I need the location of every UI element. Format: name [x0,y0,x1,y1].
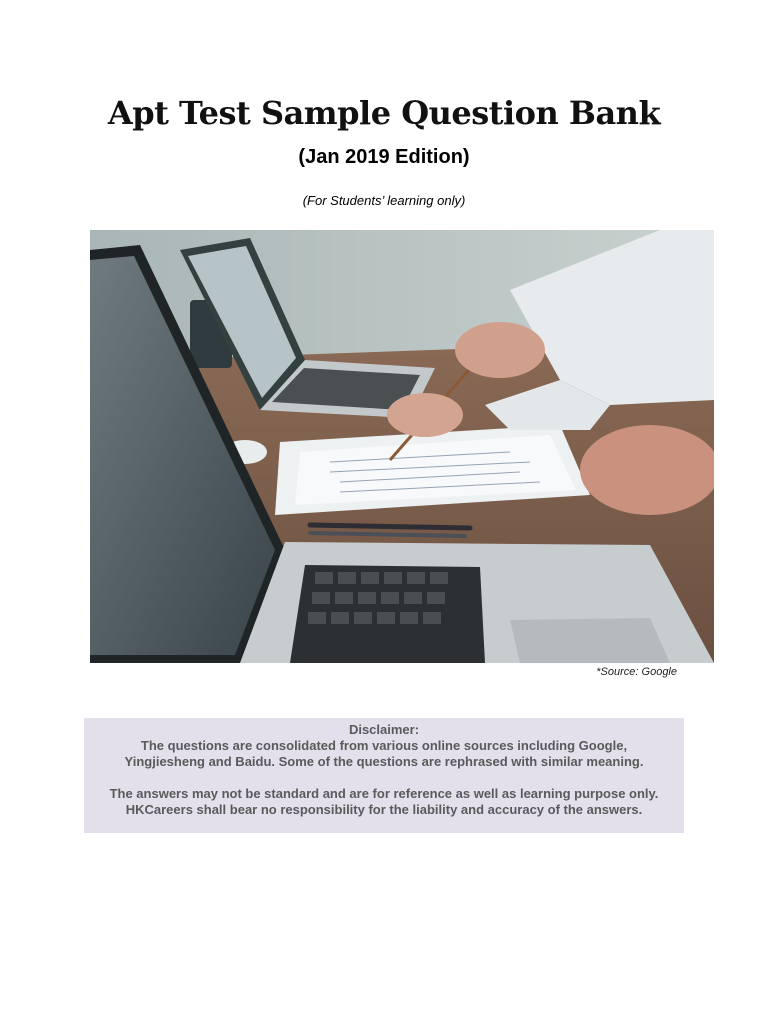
cover-photo [90,230,714,663]
image-source-caption: *Source: Google [596,666,677,678]
disclaimer-line: Yingjiesheng and Baidu. Some of the questions are rephrased with similar meaning. [124,754,644,769]
disclaimer-line: The questions are consolidated from various online sources including Google, [140,738,628,753]
document-title: Apt Test Sample Question Bank [107,94,661,132]
edition-subtitle: (Jan 2019 Edition) [298,146,470,168]
disclaimer-line: HKCareers shall bear no responsibility for the liability and accuracy of the answers. [125,802,643,817]
disclaimer-box [84,718,684,833]
disclaimer-heading: Disclaimer: [348,722,420,737]
disclaimer-line: The answers may not be standard and are for reference as well as learning purpose only. [109,786,659,801]
usage-note: (For Students’ learning only) [302,193,466,208]
laptops-desk-illustration [90,230,714,663]
disclaimer-spacer [84,770,684,786]
